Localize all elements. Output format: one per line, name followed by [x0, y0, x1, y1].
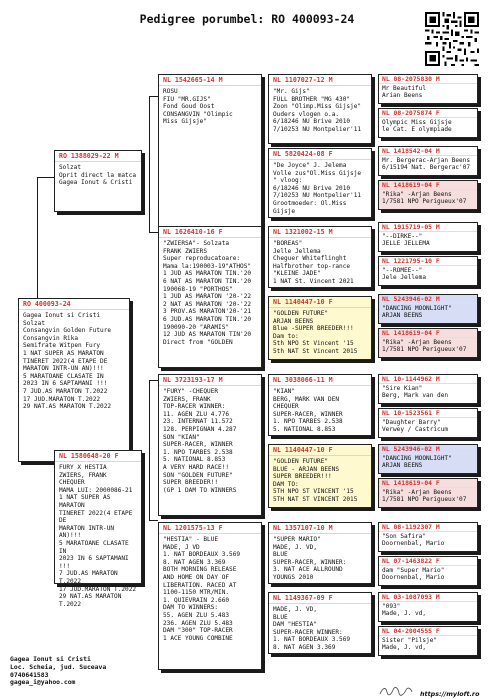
qr-code-icon [425, 12, 479, 66]
ancestor-ring: NL 1418619-04 F [379, 181, 477, 190]
grandparent-card[interactable] [158, 374, 262, 516]
great-grandparent-details: "Mr. Gijs" FULL BROTHER "MG 430" Zoon "Olimp.Miss Gijsje" Ouders vlogen o.a. 6/18246 NU Brive 2010 7/10253 NU Montpelier'11 [273, 88, 362, 133]
ancestor-ring: NL 1418619-04 F [379, 479, 477, 488]
ancestor-details: Olympic Miss Gijsje le Cat. E olympiade [382, 119, 452, 134]
great-grandparent-ring: NL 1149367-09 F [269, 593, 371, 604]
grandparent-ring: NL 1542665-14 M [159, 75, 261, 86]
great-grandparent-card[interactable] [268, 592, 372, 654]
grandparent-card[interactable] [158, 226, 262, 368]
great-grandparent-details: "BOREAS" Jelle Jellema Cheguer Whiteflinght Halfbrother top-rance "KLEINE JADE" 1 NAT St. Vincent 2021 [273, 240, 354, 285]
grandparent-details: ROSU FIU "MR.GIJS" Fond Goud Oost CONSANGVIN "Olimpic Miss Gijsje" [163, 88, 233, 126]
ancestor-ring: NL 1418542-04 M [379, 147, 477, 156]
ancestor-card[interactable] [378, 294, 478, 324]
great-grandparent-details: MADE, J. VD, BLUE DAM "HESTIA" SUPER-RACER WINNER: 1. NAT BORDEAUX 3.569 8. NAT AGEN 3.369 [273, 606, 351, 651]
connector-line [149, 232, 158, 233]
grandparent-ring: NL 3723193-17 M [159, 375, 261, 386]
dam-ring: NL 1580648-20 F [55, 451, 141, 462]
ancestor-details: "Rika" -Arjan Beens 1/7581 NPO Perigueux'07 [382, 191, 467, 206]
ancestor-card[interactable] [378, 478, 478, 508]
ancestor-card[interactable] [378, 328, 478, 358]
ancestor-details: "Son Safira" Doornenbal, Mario [382, 533, 445, 548]
great-grandparent-card[interactable] [268, 148, 372, 218]
ancestor-ring: NL 1221795-10 F [379, 257, 477, 266]
connector-line [149, 520, 158, 521]
connector-line [149, 380, 150, 520]
ancestor-details: "Daughter Barry" Verwey / Castricum [382, 419, 449, 434]
connector-line [149, 96, 150, 232]
sire-details: Solzat Oprit direct la matca Gagea Ionut & Cristi [59, 164, 137, 187]
ancestor-card[interactable] [378, 108, 478, 138]
ancestor-ring: NL 08-2075830 M [379, 75, 477, 84]
ancestor-details: "DANCING MOONLIGHT" ARJAN BEENS [382, 455, 452, 470]
ancestor-details: Sister "Pilsje" Made, J. vd, [382, 637, 438, 652]
ancestor-ring: NL 10-1523561 F [379, 409, 477, 418]
dam-details: FURY X HESTIA ZWIERS, FRANK CHEQUER MAMA LUI: 2000086-21 1 NAT SUPER AS MARATON TINERET 2022(4 ETAPE DE MARATON INTR-UN AN)!!! 5 MARATOANE CLASATE IN 2023 IN 6 SAPTAMANI !!! 7 JUD.AS MARATON T.2022 17 JUD.MARATON T.2022 29 NAT.AS MARATON T.2022 [59, 464, 137, 608]
grandparent-card[interactable] [158, 522, 262, 670]
ancestor-card[interactable] [378, 146, 478, 176]
great-grandparent-card[interactable] [268, 226, 372, 288]
ancestor-ring: NL 07-1463822 F [379, 557, 477, 566]
dam-card[interactable] [54, 450, 142, 608]
sire-card[interactable] [54, 150, 142, 212]
great-grandparent-ring: NL 3038066-11 M [269, 375, 371, 386]
ancestor-details: "Rika" -Arjan Beens 1/7581 NPO Perigueux'07 [382, 339, 467, 354]
ancestor-details: "Sire Kian" Berg, Mark van den [382, 385, 449, 400]
subject-ring: RO 400093-24 [19, 299, 129, 310]
ancestor-card[interactable] [378, 408, 478, 438]
ancestor-ring: NL 5243946-02 M [379, 445, 477, 454]
grandparent-details: "ZWIERSA"- Solzata FRANK ZWIERS Super reproducatoare: Mama la:190003-19"ATHOS" 1 JUD AS MARATON TIN.'20 6 NAT AS MARATON TIN.'20 190068-19 "PORTHOS" 1 JUD AS MARATON '20-'22 2 NAT AS MARATON '20-'22 3 PROV.AS MARATON'20-'21 6 JUD.AS MARATON TIN.'20 190090-20 "ARAMIS" 12 JUD AS MARATON TIN'20 Direct from "GOLDEN [163, 240, 252, 346]
ancestor-details: Mr. Bergerac-Arjan Beens 6/15194 Nat. Bergerac'07 [382, 157, 471, 172]
ancestor-details: "093" Made, J. vd, [382, 603, 427, 618]
great-grandparent-card[interactable] [268, 444, 372, 508]
ancestor-ring: NL 08-1192307 M [379, 523, 477, 532]
ancestor-ring: NL 5243946-02 M [379, 295, 477, 304]
great-grandparent-ring: NL 1321002-15 M [269, 227, 371, 238]
great-grandparent-card[interactable] [268, 296, 372, 360]
website-link[interactable]: https://myloft.ro [420, 690, 480, 698]
ancestor-ring: NL 03-1087093 M [379, 593, 477, 602]
ancestor-details: "--ROMEE--" Jele Jellema [382, 267, 427, 282]
ancestor-card[interactable] [378, 444, 478, 474]
great-grandparent-details: "GOLDEN FUTURE" BLUE - ARJAN BEENS SUPER BREEDER!!! DAM TO: 5TH NPO ST VINCENT '15 5TH NAT ST VINCENT 2015 [273, 458, 358, 503]
great-grandparent-details: "KIAN" BERG, MARK VAN DEN CHEQUER SUPER-RACER, WINNER 1. NPO TARBES 2.538 5. NATIONAL 8.853 [273, 388, 343, 433]
great-grandparent-ring: NL 5820424-08 F [269, 149, 371, 160]
connector-line [149, 380, 158, 381]
subject-card[interactable] [18, 298, 130, 462]
ancestor-details: "DANCING MOONLIGHT" ARJAN BEENS [382, 305, 452, 320]
connector-line [149, 96, 158, 97]
ancestor-details: "--DIRKE--" JELLE JELLEMA [382, 233, 430, 248]
grandparent-details: "FURY" -CHEQUER ZWIERS, FRANK TOP-RACER WINNER: 11. AGEN ZLU 4.776 23. INTERNAT 11.572 128. PERPIGNAN 4.287 SON "KIAN" SUPER-RACER, WINNER 1. NPO TARBES 2.538 5. NATIONAL 8.853 A VERY HARD RACE!! SON "GOLDEN FUTURE" SUPER BREEDER!! (GP 1 DAM TO WINNERS [163, 388, 237, 494]
sire-ring: RO 1388029-22 M [55, 151, 141, 162]
ancestor-card[interactable] [378, 180, 478, 210]
ancestor-ring: NL 1418619-04 F [379, 329, 477, 338]
ancestor-card[interactable] [378, 626, 478, 656]
ancestor-ring: NL 10-1144962 M [379, 375, 477, 384]
ancestor-card[interactable] [378, 74, 478, 104]
great-grandparent-ring: NL 1140447-10 F [269, 297, 371, 308]
great-grandparent-details: "De Joyce" J. Jelema Volle zus"Ol.Miss Gijsje " vloog: 6/18246 NU Brive 2010 7/10253 NU Montpelier'11 Grootmoeder: Ol.Miss Gijsje [273, 162, 362, 215]
ancestor-card[interactable] [378, 374, 478, 404]
grandparent-ring: NL 1201575-13 F [159, 523, 261, 534]
great-grandparent-ring: NL 1107027-12 M [269, 75, 371, 86]
ancestor-card[interactable] [378, 222, 478, 252]
ancestor-card[interactable] [378, 592, 478, 622]
subject-details: Gagea Ionut si Cristi Solzat Consangvin Golden Future Consangvin Rika Semifrate Witpen Fury 1 NAT SUPER AS MARATON TINERET 2022(4 ETAPE DE MARATON INTR-UN AN)!!! 5 MARATOANE CLASATE IN 2023 IN 6 SAPTAMANI !!! 7 JUD.AS MARATON T.2022 17 JUD.MARATON T.2022 29 NAT.AS MARATON T.2022 [23, 312, 112, 411]
owner-contact: Gagea Ionut si Cristi Loc. Scheia, jud. Suceava 0740641583 gagea_i@yahoo.com [10, 655, 107, 687]
ancestor-details: Mr Beautiful Arian Beens [382, 85, 427, 100]
ancestor-details: "Rika" -Arjan Beens 1/7581 NPO Perigueux'07 [382, 489, 467, 504]
great-grandparent-card[interactable] [268, 522, 372, 584]
grandparent-details: "HESTIA" - BLUE MADE, J VD 1. NAT BORDEAUX 3.569 8. NAT AGEN 3.369 BOTH MORNING RELEASE AND HOME ON DAY OF LIBERATION. RACED AT 1100-1150 MTR/MIN. 1. QUIEVRAIN 2.660 DAM TO WINNERS: 55. AGEN ZLU 5.483 236. AGEN ZLU 5.483 DAM "300" TOP-RACER 1 ACE YOUNG COMBINE [163, 536, 241, 642]
great-grandparent-ring: NL 1140447-10 F [269, 445, 371, 456]
ancestor-card[interactable] [378, 256, 478, 286]
page-title: Pedigree porumbel: RO 400093-24 [139, 12, 355, 26]
great-grandparent-card[interactable] [268, 74, 372, 144]
ancestor-ring: NL 08-2075874 F [379, 109, 477, 118]
ancestor-card[interactable] [378, 522, 478, 552]
connector-line [37, 177, 54, 178]
great-grandparent-ring: NL 1357107-10 M [269, 523, 371, 534]
great-grandparent-card[interactable] [268, 374, 372, 436]
signature-icon [378, 685, 414, 697]
grandparent-card[interactable] [158, 74, 262, 234]
ancestor-ring: NL 04-2004555 F [379, 627, 477, 636]
grandparent-ring: NL 1626410-16 F [159, 227, 261, 238]
great-grandparent-details: "SUPER MARIO" MADE, J. VD, BLUE SUPER-RACER, WINNER: 3. NAT ACE ALLROUND YOUNGS 2010 [273, 536, 347, 581]
ancestor-ring: NL 1915719-05 M [379, 223, 477, 232]
connector-line [37, 177, 38, 298]
great-grandparent-details: "GOLDEN FUTURE" ARJAN BEENS Blue -SUPER BREEDER!!! Dam to: 5th NPO St Vincent '15 5th NAT St Vincent 2015 [273, 310, 358, 355]
ancestor-card[interactable] [378, 556, 478, 586]
ancestor-details: dam "Super Mario" Doornenbal, Mario [382, 567, 445, 582]
